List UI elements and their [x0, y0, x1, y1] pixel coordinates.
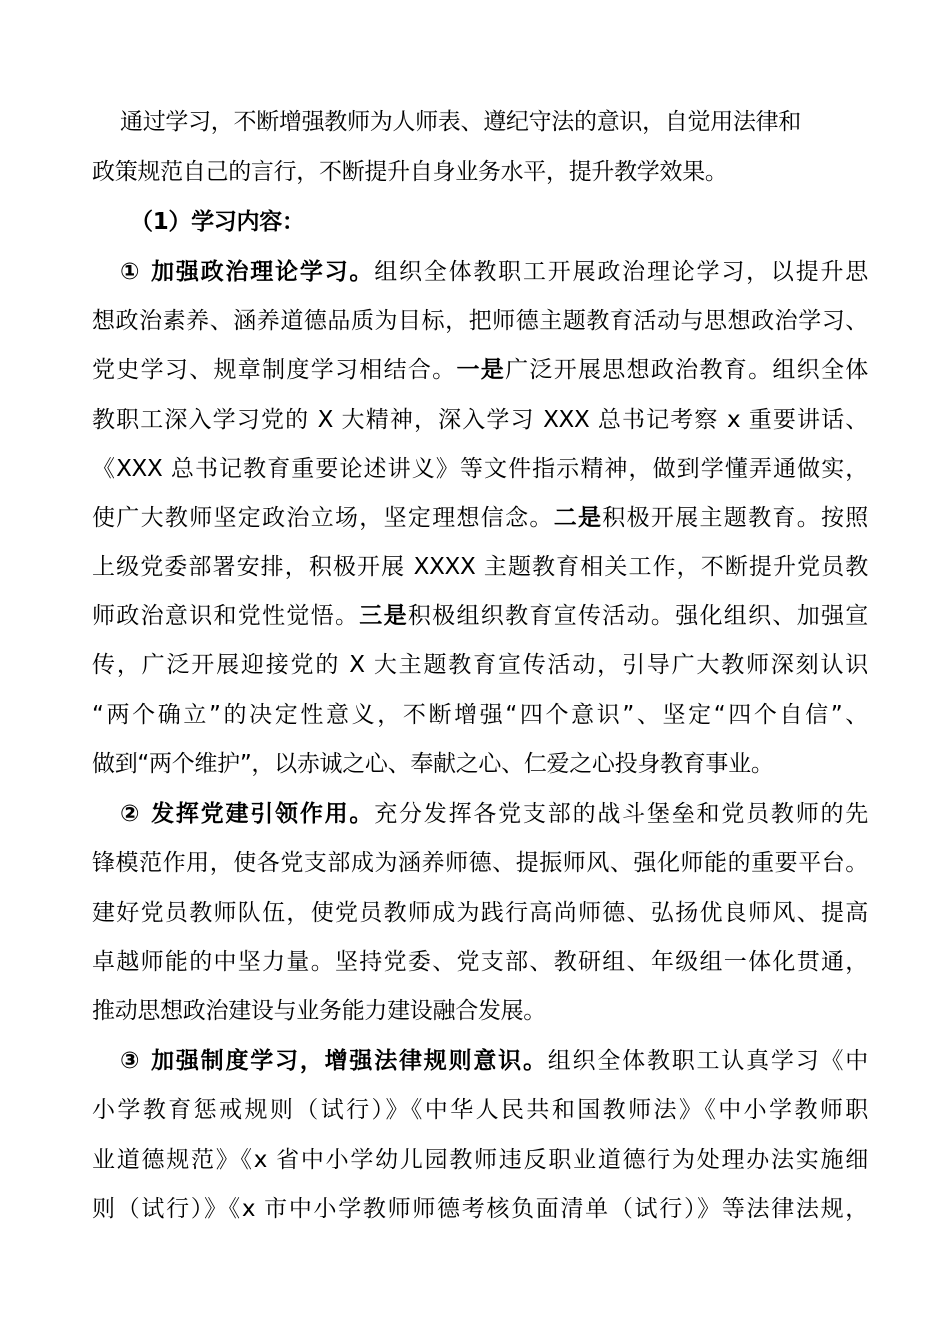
p3-line-2: 小学教育惩戒规则（试行）》《中华人民共和国教师法》《中小学教师职: [92, 1097, 868, 1123]
p1-marker-3: 三是: [359, 603, 408, 629]
p1-line-1: [120, 257, 868, 287]
intro-line-1: 通过学习，不断增强教师为人师表、遵纪守法的意识，自觉用法律和: [120, 109, 802, 135]
p1-line-8: [92, 601, 868, 631]
p1-line-1-text: 组织全体教职工开展政治理论学习，以提升思: [374, 259, 868, 285]
p3-line-1-text: 组织全体教职工认真学习《中: [547, 1048, 868, 1074]
p3-line-3: 业道德规范》《x 省中小学幼儿园教师违反职业道德行为处理办法实施细: [92, 1147, 868, 1173]
p3-line-1: [120, 1046, 868, 1076]
p3-heading: ③ 加强制度学习，增强法律规则意识。: [120, 1048, 548, 1074]
p2-line-4: 卓越师能的中坚力量。坚持党委、党支部、教研组、年级组一体化贯通，: [92, 949, 868, 975]
intro-line-2: 政策规范自己的言行，不断提升自身业务水平，提升教学效果。: [92, 159, 728, 185]
p1-line-9: 传，广泛开展迎接党的 X 大主题教育宣传活动，引导广大教师深刻认识: [92, 652, 868, 678]
p2-line-1-text: 充分发挥各党支部的战斗堡垒和党员教师的先: [374, 801, 868, 827]
p1-line-10: “两个确立”的决定性意义，不断增强“四个意识”、坚定“四个自信”、: [92, 702, 868, 728]
p2-heading: ② 发挥党建引领作用。: [120, 801, 375, 827]
p1-line-8-text-a: 师政治意识和党性觉悟。: [92, 603, 360, 629]
p1-line-3: [92, 355, 868, 385]
p1-line-3-text-a: 党史学习、规章制度学习相结合。: [92, 357, 457, 383]
p1-line-2: 想政治素养、涵养道德品质为目标，把师德主题教育活动与思想政治学习、: [92, 308, 868, 334]
section-heading: （1）学习内容：: [130, 209, 305, 235]
p1-marker-2: 二是: [553, 505, 603, 531]
p2-line-5: 推动思想政治建设与业务能力建设融合发展。: [92, 998, 547, 1024]
p2-line-2: 锋模范作用，使各党支部成为涵养师德、提振师风、强化师能的重要平台。: [92, 850, 868, 876]
p2-line-3: 建好党员教师队伍，使党员教师成为践行高尚师德、弘扬优良师风、提高: [92, 900, 868, 926]
p1-marker-1: 一是: [456, 357, 506, 383]
p3-line-4: 则（试行）》《x 市中小学教师师德考核负面清单（试行）》等法律法规，: [92, 1196, 868, 1222]
p1-line-6-text-a: 使广大教师坚定政治立场，坚定理想信念。: [92, 505, 554, 531]
p1-line-6: [92, 503, 868, 533]
p1-line-7: 上级党委部署安排，积极开展 XXXX 主题教育相关工作，不断提升党员教: [92, 554, 868, 580]
p1-line-11: 做到“两个维护”，以赤诚之心、奉献之心、仁爱之心投身教育事业。: [92, 751, 774, 777]
p1-line-8-text-b: 积极组织教育宣传活动。强化组织、加强宣: [407, 603, 868, 629]
p1-line-6-text-b: 积极开展主题教育。按照: [602, 505, 868, 531]
p1-line-4: 教职工深入学习党的 X 大精神，深入学习 XXX 总书记考察 x 重要讲话、: [92, 407, 868, 433]
p2-line-1: [120, 799, 868, 829]
p1-line-3-text-b: 广泛开展思想政治教育。组织全体: [505, 357, 868, 383]
p1-heading: ① 加强政治理论学习。: [120, 259, 375, 285]
p1-line-5: 《XXX 总书记教育重要论述讲义》等文件指示精神，做到学懂弄通做实，: [92, 456, 868, 482]
